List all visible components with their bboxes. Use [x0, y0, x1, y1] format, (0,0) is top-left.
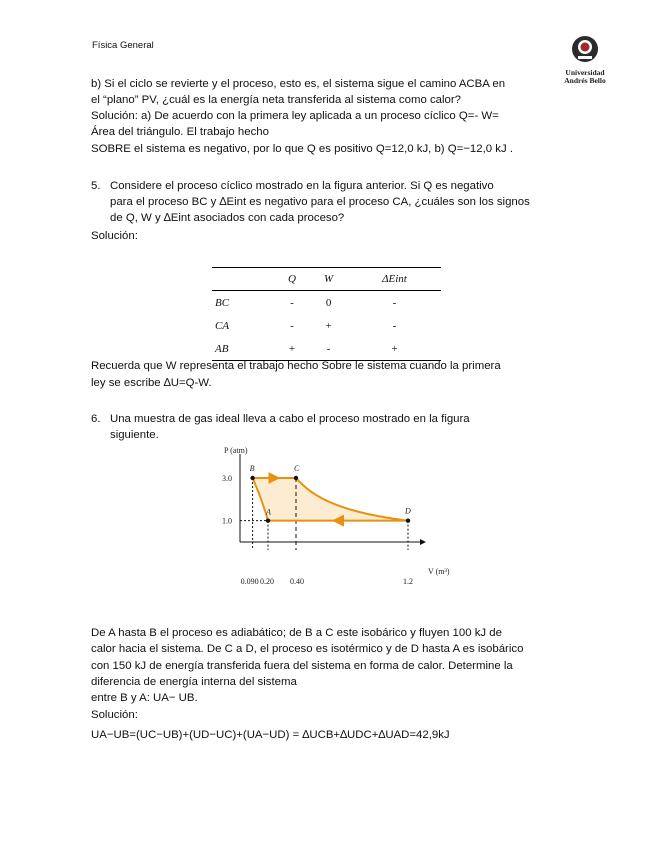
q5-number: 5. — [91, 180, 101, 192]
q6-paragraph-1: De A hasta B el proceso es adiabático; de B a C este isobárico y fluyen 100 kJ de — [91, 627, 502, 639]
q6-solution-label: Solución: — [91, 709, 138, 721]
table-cell: - — [392, 296, 397, 309]
q6-line-1: Una muestra de gas ideal lleva a cabo el proceso mostrado en la figura — [110, 413, 470, 425]
table-header: ΔEint — [348, 268, 441, 291]
table-header — [212, 268, 275, 291]
x-tick-label: 0.090 — [240, 577, 259, 586]
table-cell: - — [309, 337, 348, 361]
point-label-b: B — [249, 464, 255, 473]
enclosed-area — [253, 478, 408, 521]
q4-line-5: SOBRE el sistema es negativo, por lo que Q es positivo Q=12,0 kJ, b) Q=−12,0 kJ . — [91, 143, 513, 155]
logo-line-1: Universidad — [565, 68, 605, 77]
q4-line-4: Área del triángulo. El trabajo hecho — [91, 126, 269, 138]
table-row — [212, 314, 441, 337]
y-tick-label: 3.0 — [222, 474, 232, 483]
q6-number: 6. — [91, 413, 101, 425]
q6-paragraph-3: con 150 kJ de energía transferida fuera del sistema en forma de calor. Determine la — [91, 660, 513, 672]
course-header: Física General — [92, 40, 154, 51]
q6-answer: UA−UB=(UC−UB)+(UD−UC)+(UA−UD) = ∆UCB+∆UDC+∆UAD=42,9kJ — [91, 729, 450, 741]
point-c — [294, 476, 298, 480]
q6-paragraph-5: entre B y A: UA− UB. — [91, 692, 198, 704]
pv-diagram — [212, 442, 452, 592]
y-axis-label: P (atm) — [224, 446, 248, 455]
table-header: Q — [275, 268, 310, 291]
point-a — [266, 518, 270, 522]
x-tick-label: 0.20 — [260, 577, 274, 586]
table-cell: - — [290, 296, 294, 309]
q5-solution-label: Solución: — [91, 230, 138, 242]
logo-line-2: Andrés Bello — [564, 76, 606, 85]
q6-paragraph-2: calor hacia el sistema. De C a D, el proceso es isotérmico y de D hasta A es isobárico — [91, 643, 524, 655]
point-label-a: A — [266, 507, 271, 517]
sign-table — [212, 267, 441, 361]
table-row — [212, 291, 441, 315]
q4-line-2: el “plano” PV, ¿cuál es la energía neta transferida al sistema como calor? — [91, 94, 461, 106]
q4-line-1: b) Si el ciclo se revierte y el proceso, esto es, el sistema sigue el camino ACBA en — [91, 78, 506, 90]
x-tick-label: 0.40 — [290, 577, 304, 586]
point-b — [250, 476, 254, 480]
table-cell: 0 — [325, 296, 332, 309]
table-cell: - — [392, 319, 397, 332]
table-header-row — [212, 268, 441, 291]
table-row — [212, 337, 441, 361]
q4-line-3: Solución: a) De acuerdo con la primera ley aplicada a un proceso cíclico Q=- W= — [91, 110, 499, 122]
q6-paragraph-4: diferencia de energía interna del sistema — [91, 676, 297, 688]
x-axis-label: V (m³) — [428, 567, 450, 576]
q6-line-2: siguiente. — [110, 429, 159, 441]
table-cell: CA — [215, 319, 230, 332]
university-emblem-icon — [570, 34, 600, 64]
table-cell: AB — [212, 337, 275, 361]
x-axis-arrow — [420, 539, 426, 545]
university-logo — [556, 34, 614, 85]
table-cell: - — [290, 319, 294, 332]
q5-note-1: Recuerda que W representa el trabajo hecho Sobre le sistema cuando la primera — [91, 360, 501, 372]
table-cell: + — [325, 319, 332, 332]
point-label-c: C — [294, 464, 300, 473]
table-cell: + — [348, 337, 441, 361]
point-label-d: D — [405, 506, 411, 516]
table-header: W — [309, 268, 348, 291]
q5-line-3: de Q, W y ∆Eint asociados con cada proceso? — [110, 212, 345, 224]
y-tick-label: 1.0 — [222, 516, 232, 526]
table-cell: BC — [215, 296, 230, 309]
point-d — [406, 518, 410, 522]
q5-note-2: ley se escribe ∆U=Q-W. — [91, 377, 212, 389]
q5-line-2: para el proceso BC y ∆Eint es negativo para el proceso CA, ¿cuáles son los signos — [110, 196, 530, 208]
table-cell: + — [275, 337, 310, 361]
q5-line-1: Considere el proceso cíclico mostrado en la figura anterior. Si Q es negativo — [110, 180, 494, 192]
x-tick-label: 1.2 — [403, 577, 413, 586]
